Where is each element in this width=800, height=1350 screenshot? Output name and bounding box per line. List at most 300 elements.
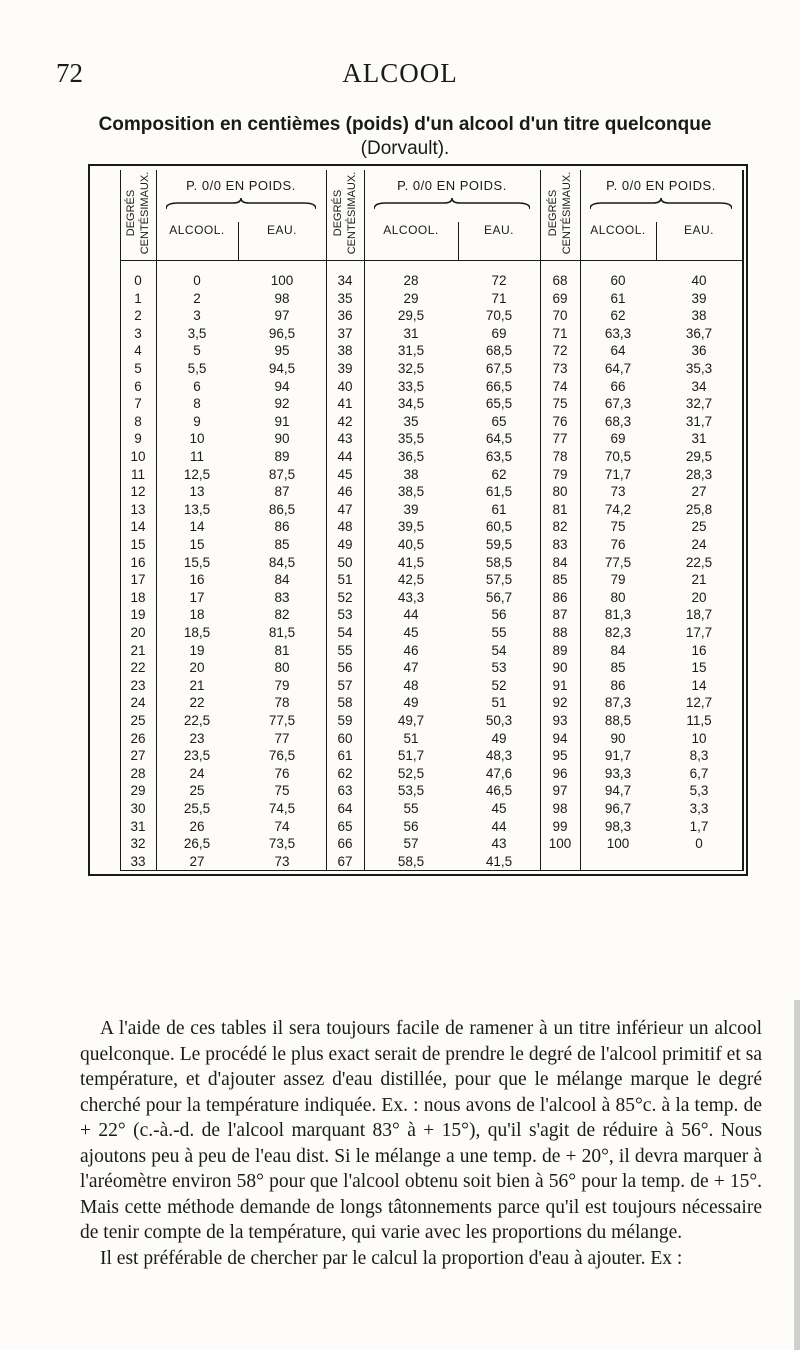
table-row <box>90 818 746 835</box>
water-cell: 77 <box>274 730 290 746</box>
degree-cell: 64 <box>337 801 353 816</box>
water-cell: 77,5 <box>268 713 296 728</box>
alcohol-cell: 51,7 <box>397 748 425 764</box>
water-cell: 92 <box>274 396 290 412</box>
alcohol-cell: 3 <box>193 308 201 324</box>
water-cell: 86,5 <box>268 501 296 517</box>
degree-cell: 51 <box>337 572 353 588</box>
degree-cell: 82 <box>552 519 568 535</box>
alcohol-cell: 88,5 <box>604 713 632 728</box>
alcohol-cell: 55 <box>403 801 419 816</box>
degree-cell: 60 <box>337 730 353 746</box>
alcohol-cell: 0 <box>193 273 201 288</box>
degree-cell: 13 <box>130 501 146 517</box>
alcohol-cell: 63,3 <box>604 325 632 341</box>
alcohol-cell: 32,5 <box>397 361 425 376</box>
degree-cell: 31 <box>130 818 146 834</box>
degree-cell: 39 <box>337 361 353 376</box>
table-row <box>90 677 746 694</box>
degree-cell: 23 <box>130 677 146 693</box>
water-cell: 64,5 <box>485 431 513 447</box>
alcohol-cell: 96,7 <box>604 801 632 816</box>
alcohol-cell: 15,5 <box>183 554 211 570</box>
percent-by-weight-header: P. 0/0 EN POIDS. <box>606 178 716 193</box>
degree-cell: 79 <box>552 466 568 482</box>
water-cell: 81 <box>274 642 290 658</box>
alcohol-cell: 93,3 <box>604 765 632 781</box>
alcohol-cell: 21 <box>189 677 205 693</box>
degree-cell: 14 <box>130 519 146 535</box>
water-cell: 91 <box>274 413 290 429</box>
degree-cell: 68 <box>552 273 568 288</box>
alcohol-cell: 45 <box>403 625 419 640</box>
water-cell: 65 <box>491 413 507 429</box>
alcohol-cell: 35,5 <box>397 431 425 447</box>
alcohol-cell: 13,5 <box>183 501 211 517</box>
degrees-header-line1: DEGRÉS <box>547 189 559 237</box>
alcohol-cell: 31 <box>403 325 419 341</box>
water-cell: 20 <box>691 589 707 605</box>
alcohol-cell: 66 <box>610 378 626 394</box>
table-row <box>90 782 746 799</box>
degree-cell: 44 <box>337 449 353 464</box>
water-cell: 0 <box>695 836 703 852</box>
alcohol-cell: 2 <box>193 290 201 306</box>
water-cell: 27 <box>691 484 707 500</box>
table-title-source: (Dorvault). <box>360 138 450 159</box>
water-cell: 24 <box>691 537 707 552</box>
alcohol-cell: 62 <box>610 308 626 324</box>
water-cell: 59,5 <box>485 537 513 552</box>
water-cell: 84,5 <box>268 554 296 570</box>
water-cell: 18,7 <box>685 607 713 623</box>
alcohol-cell: 40,5 <box>397 537 425 552</box>
degree-cell: 77 <box>552 431 568 447</box>
degree-cell: 30 <box>130 801 146 816</box>
alcohol-cell: 85 <box>610 660 626 676</box>
alcohol-cell: 33,5 <box>397 378 425 394</box>
table-row <box>90 466 746 483</box>
degree-cell: 9 <box>134 431 142 447</box>
table-row <box>90 606 746 623</box>
degree-cell: 91 <box>552 677 568 693</box>
alcohol-cell: 41,5 <box>397 554 425 570</box>
water-cell: 66,5 <box>485 378 513 394</box>
degree-cell: 43 <box>337 431 353 447</box>
composition-table <box>88 164 748 876</box>
water-cell: 97 <box>274 308 290 324</box>
degree-cell: 61 <box>337 748 353 764</box>
water-cell: 57,5 <box>485 572 513 588</box>
alcohol-cell: 34,5 <box>397 396 425 412</box>
degree-cell: 54 <box>337 625 353 640</box>
table-row <box>90 624 746 641</box>
table-row <box>90 360 746 377</box>
degrees-header-line2: CENTÉSIMAUX. <box>561 171 573 255</box>
alcohol-cell: 5,5 <box>187 361 207 376</box>
alcohol-cell: 69 <box>610 431 626 447</box>
degree-cell: 88 <box>552 625 568 640</box>
water-cell: 62 <box>491 466 507 482</box>
degree-cell: 66 <box>337 836 353 852</box>
running-title: ALCOOL <box>342 58 458 88</box>
table-row <box>90 290 746 307</box>
table-row <box>90 536 746 553</box>
degree-cell: 40 <box>337 378 353 394</box>
alcohol-cell: 52,5 <box>397 765 425 781</box>
degree-cell: 94 <box>552 730 568 746</box>
water-cell: 35,3 <box>685 361 713 376</box>
alcohol-cell: 22 <box>189 695 205 711</box>
water-cell: 60,5 <box>485 519 513 535</box>
table-row <box>90 589 746 606</box>
table-row <box>90 325 746 342</box>
alcohol-cell: 14 <box>189 519 205 535</box>
degree-cell: 57 <box>337 677 353 693</box>
alcohol-cell: 23,5 <box>183 748 211 764</box>
water-cell: 14 <box>691 677 707 693</box>
water-cell: 16 <box>691 642 707 658</box>
degree-cell: 72 <box>552 343 568 359</box>
table-row <box>90 395 746 412</box>
page-number: 72 <box>56 58 83 88</box>
degree-cell: 96 <box>552 765 568 781</box>
degree-cell: 4 <box>134 343 142 359</box>
degree-cell: 29 <box>130 783 146 799</box>
degree-cell: 17 <box>130 572 146 588</box>
water-cell: 65,5 <box>485 396 513 412</box>
alcohol-cell: 82,3 <box>604 625 632 640</box>
alcohol-cell: 51 <box>403 730 419 746</box>
degree-cell: 83 <box>552 537 568 552</box>
degree-cell: 67 <box>337 853 353 869</box>
water-cell: 87 <box>274 484 290 500</box>
degree-cell: 12 <box>130 484 146 500</box>
table-row <box>90 800 746 817</box>
degree-cell: 21 <box>130 642 146 658</box>
water-cell: 87,5 <box>268 466 296 482</box>
water-cell: 85 <box>274 537 290 552</box>
degree-cell: 75 <box>552 396 568 412</box>
table-row <box>90 518 746 535</box>
alcohol-cell: 25,5 <box>183 801 211 816</box>
alcohol-cell: 29 <box>403 290 419 306</box>
water-cell: 72 <box>491 273 507 288</box>
alcohol-header: ALCOOL. <box>383 223 439 237</box>
degree-cell: 63 <box>337 783 353 799</box>
degree-cell: 85 <box>552 572 568 588</box>
alcohol-header: ALCOOL. <box>169 223 225 237</box>
water-cell: 67,5 <box>485 361 513 376</box>
alcohol-cell: 47 <box>403 660 419 676</box>
water-cell: 95 <box>274 343 290 359</box>
water-cell: 70,5 <box>485 308 513 324</box>
water-cell: 83 <box>274 589 290 605</box>
water-cell: 63,5 <box>485 449 513 464</box>
alcohol-cell: 8 <box>193 396 201 412</box>
table-row <box>90 501 746 518</box>
alcohol-cell: 73 <box>610 484 626 500</box>
degree-cell: 70 <box>552 308 568 324</box>
water-cell: 73 <box>274 853 290 869</box>
degree-cell: 50 <box>337 554 353 570</box>
alcohol-cell: 74,2 <box>604 501 632 517</box>
body-paragraph: Il est préférable de chercher par le calcul la proportion d'eau à ajouter. Ex : <box>100 1247 683 1269</box>
alcohol-cell: 100 <box>606 836 630 852</box>
degree-cell: 24 <box>130 695 146 711</box>
water-cell: 34 <box>691 378 707 394</box>
alcohol-cell: 64,7 <box>604 361 632 376</box>
water-cell: 5,3 <box>689 783 709 799</box>
alcohol-cell: 19 <box>189 642 205 658</box>
water-cell: 96,5 <box>268 325 296 341</box>
alcohol-cell: 5 <box>193 343 201 359</box>
water-cell: 54 <box>491 642 507 658</box>
alcohol-cell: 25 <box>189 783 205 799</box>
table-row <box>90 342 746 359</box>
water-cell: 80 <box>274 660 290 676</box>
page-edge-shadow <box>794 1000 800 1350</box>
water-header: EAU. <box>483 223 514 237</box>
table-row <box>90 378 746 395</box>
water-header: EAU. <box>683 223 714 237</box>
water-cell: 28,3 <box>685 466 713 482</box>
water-cell: 75 <box>274 783 290 799</box>
table-row <box>90 430 746 447</box>
header-rule <box>120 260 742 261</box>
water-cell: 55 <box>491 625 507 640</box>
degree-cell: 56 <box>337 660 353 676</box>
degrees-header <box>540 166 580 260</box>
water-cell: 22,5 <box>685 554 713 570</box>
degree-cell: 65 <box>337 818 353 834</box>
degree-cell: 90 <box>552 660 568 676</box>
alcohol-cell: 28 <box>403 273 419 288</box>
water-cell: 71 <box>491 290 507 306</box>
alcohol-cell: 29,5 <box>397 308 425 324</box>
degree-cell: 11 <box>130 466 145 482</box>
table-row <box>90 642 746 659</box>
degree-cell: 37 <box>337 325 353 341</box>
alcohol-cell: 39 <box>403 501 419 517</box>
water-cell: 15 <box>691 660 707 676</box>
degree-cell: 28 <box>130 765 146 781</box>
degree-cell: 47 <box>337 501 353 517</box>
degree-cell: 34 <box>337 273 353 288</box>
alcohol-cell: 18,5 <box>183 625 211 640</box>
alcohol-cell: 57 <box>403 836 419 852</box>
degree-cell: 18 <box>130 589 146 605</box>
alcohol-cell: 9 <box>193 413 201 429</box>
degree-cell: 10 <box>130 449 146 464</box>
water-cell: 61 <box>491 501 507 517</box>
alcohol-cell: 61 <box>610 290 626 306</box>
alcohol-cell: 42,5 <box>397 572 425 588</box>
degrees-header-line1: DEGRÉS <box>125 189 137 237</box>
water-cell: 73,5 <box>268 836 296 852</box>
degree-cell: 71 <box>552 325 568 341</box>
water-cell: 78 <box>274 695 290 711</box>
degree-cell: 99 <box>552 818 568 834</box>
table-row <box>90 448 746 465</box>
water-cell: 69 <box>491 325 507 341</box>
degree-cell: 27 <box>130 748 146 764</box>
alcohol-cell: 23 <box>189 730 205 746</box>
body-text <box>80 1016 762 1271</box>
degrees-header-line1: DEGRÉS <box>332 189 344 237</box>
alcohol-cell: 76 <box>610 537 626 552</box>
table-title-main: Composition en centièmes (poids) d'un alcool d'un titre quelconque <box>98 114 712 135</box>
water-cell: 46,5 <box>485 783 513 799</box>
page-header <box>0 58 800 88</box>
water-cell: 8,3 <box>689 748 709 764</box>
alcohol-cell: 70,5 <box>604 449 632 464</box>
water-cell: 52 <box>491 677 507 693</box>
alcohol-cell: 36,5 <box>397 449 425 464</box>
water-cell: 6,7 <box>689 765 709 781</box>
water-cell: 94,5 <box>268 361 296 376</box>
degrees-header-line2: CENTÉSIMAUX. <box>139 171 151 255</box>
degree-cell: 36 <box>337 308 353 324</box>
alcohol-cell: 18 <box>189 607 205 623</box>
water-cell: 100 <box>270 273 294 288</box>
alcohol-cell: 91,7 <box>604 748 632 764</box>
water-cell: 43 <box>491 836 507 852</box>
water-cell: 31 <box>691 431 707 447</box>
water-cell: 56 <box>491 607 507 623</box>
water-cell: 45 <box>491 801 507 816</box>
water-cell: 17,7 <box>685 625 713 640</box>
water-cell: 10 <box>691 730 707 746</box>
degree-cell: 92 <box>552 695 568 711</box>
water-cell: 36,7 <box>685 325 713 341</box>
degree-cell: 52 <box>337 589 353 605</box>
alcohol-cell: 15 <box>189 537 205 552</box>
table-row <box>90 765 746 782</box>
alcohol-cell: 77,5 <box>604 554 632 570</box>
degree-cell: 98 <box>552 801 568 816</box>
alcohol-cell: 87,3 <box>604 695 632 711</box>
degree-cell: 87 <box>552 607 568 623</box>
alcohol-cell: 3,5 <box>187 325 207 341</box>
degree-cell: 16 <box>130 554 146 570</box>
alcohol-cell: 20 <box>189 660 205 676</box>
alcohol-cell: 81,3 <box>604 607 632 623</box>
table-row <box>90 307 746 324</box>
table-row <box>90 694 746 711</box>
alcohol-cell: 49 <box>403 695 419 711</box>
water-cell: 53 <box>491 660 507 676</box>
water-cell: 51 <box>491 695 507 711</box>
degree-cell: 7 <box>134 396 142 412</box>
degree-cell: 81 <box>552 501 568 517</box>
table-title <box>60 113 750 161</box>
degree-cell: 97 <box>552 783 568 799</box>
degree-cell: 15 <box>130 537 146 552</box>
water-cell: 50,3 <box>485 713 513 728</box>
degree-cell: 1 <box>134 290 142 306</box>
degree-cell: 80 <box>552 484 568 500</box>
water-cell: 81,5 <box>268 625 296 640</box>
alcohol-cell: 71,7 <box>604 466 632 482</box>
water-cell: 74,5 <box>268 801 296 816</box>
water-cell: 11,5 <box>686 713 712 728</box>
degree-cell: 59 <box>337 713 353 728</box>
degrees-header <box>326 166 364 260</box>
table-row <box>90 659 746 676</box>
degree-cell: 3 <box>134 325 142 341</box>
header-brace <box>166 198 316 210</box>
alcohol-cell: 60 <box>610 273 626 288</box>
water-cell: 44 <box>491 818 507 834</box>
degree-cell: 89 <box>552 642 568 658</box>
water-cell: 90 <box>274 431 290 447</box>
water-header: EAU. <box>266 223 297 237</box>
table-row <box>90 413 746 430</box>
percent-by-weight-header: P. 0/0 EN POIDS. <box>186 178 296 193</box>
alcohol-cell: 26 <box>189 818 205 834</box>
water-cell: 39 <box>691 290 707 306</box>
degree-cell: 58 <box>337 695 353 711</box>
header-brace <box>374 198 530 210</box>
degree-cell: 100 <box>548 836 572 852</box>
alcohol-cell: 6 <box>193 378 201 394</box>
alcohol-cell: 39,5 <box>397 519 425 535</box>
water-cell: 84 <box>274 572 290 588</box>
alcohol-cell: 79 <box>610 572 626 588</box>
alcohol-cell: 16 <box>189 572 205 588</box>
degree-cell: 48 <box>337 519 353 535</box>
alcohol-cell: 26,5 <box>183 836 211 852</box>
degrees-header-line2: CENTÉSIMAUX. <box>346 171 358 255</box>
water-cell: 86 <box>274 519 290 535</box>
water-cell: 21 <box>691 572 707 588</box>
water-cell: 76 <box>274 765 290 781</box>
alcohol-cell: 38 <box>403 466 419 482</box>
alcohol-cell: 27 <box>189 853 205 869</box>
alcohol-cell: 67,3 <box>604 396 632 412</box>
degree-cell: 55 <box>337 642 353 658</box>
degree-cell: 46 <box>337 484 353 500</box>
water-cell: 79 <box>274 677 290 693</box>
water-cell: 3,3 <box>689 801 709 816</box>
degree-cell: 5 <box>134 361 142 376</box>
degree-cell: 0 <box>134 273 142 288</box>
degree-cell: 84 <box>552 554 568 570</box>
table-row <box>90 554 746 571</box>
degree-cell: 20 <box>130 625 146 640</box>
table-row <box>90 730 746 747</box>
alcohol-cell: 68,3 <box>604 413 632 429</box>
water-cell: 32,7 <box>685 396 713 412</box>
water-cell: 68,5 <box>485 343 513 359</box>
degree-cell: 42 <box>337 413 353 429</box>
alcohol-cell: 31,5 <box>397 343 425 359</box>
degree-cell: 62 <box>337 765 353 781</box>
degree-cell: 45 <box>337 466 353 482</box>
water-cell: 76,5 <box>268 748 296 764</box>
alcohol-cell: 75 <box>610 519 626 535</box>
water-cell: 82 <box>274 607 290 623</box>
alcohol-cell: 10 <box>189 431 205 447</box>
degree-cell: 86 <box>552 589 568 605</box>
degree-cell: 26 <box>130 730 146 746</box>
degree-cell: 19 <box>130 607 146 623</box>
table-row <box>90 272 746 289</box>
water-cell: 56,7 <box>485 589 513 605</box>
water-cell: 49 <box>491 730 507 746</box>
degree-cell: 25 <box>130 713 146 728</box>
